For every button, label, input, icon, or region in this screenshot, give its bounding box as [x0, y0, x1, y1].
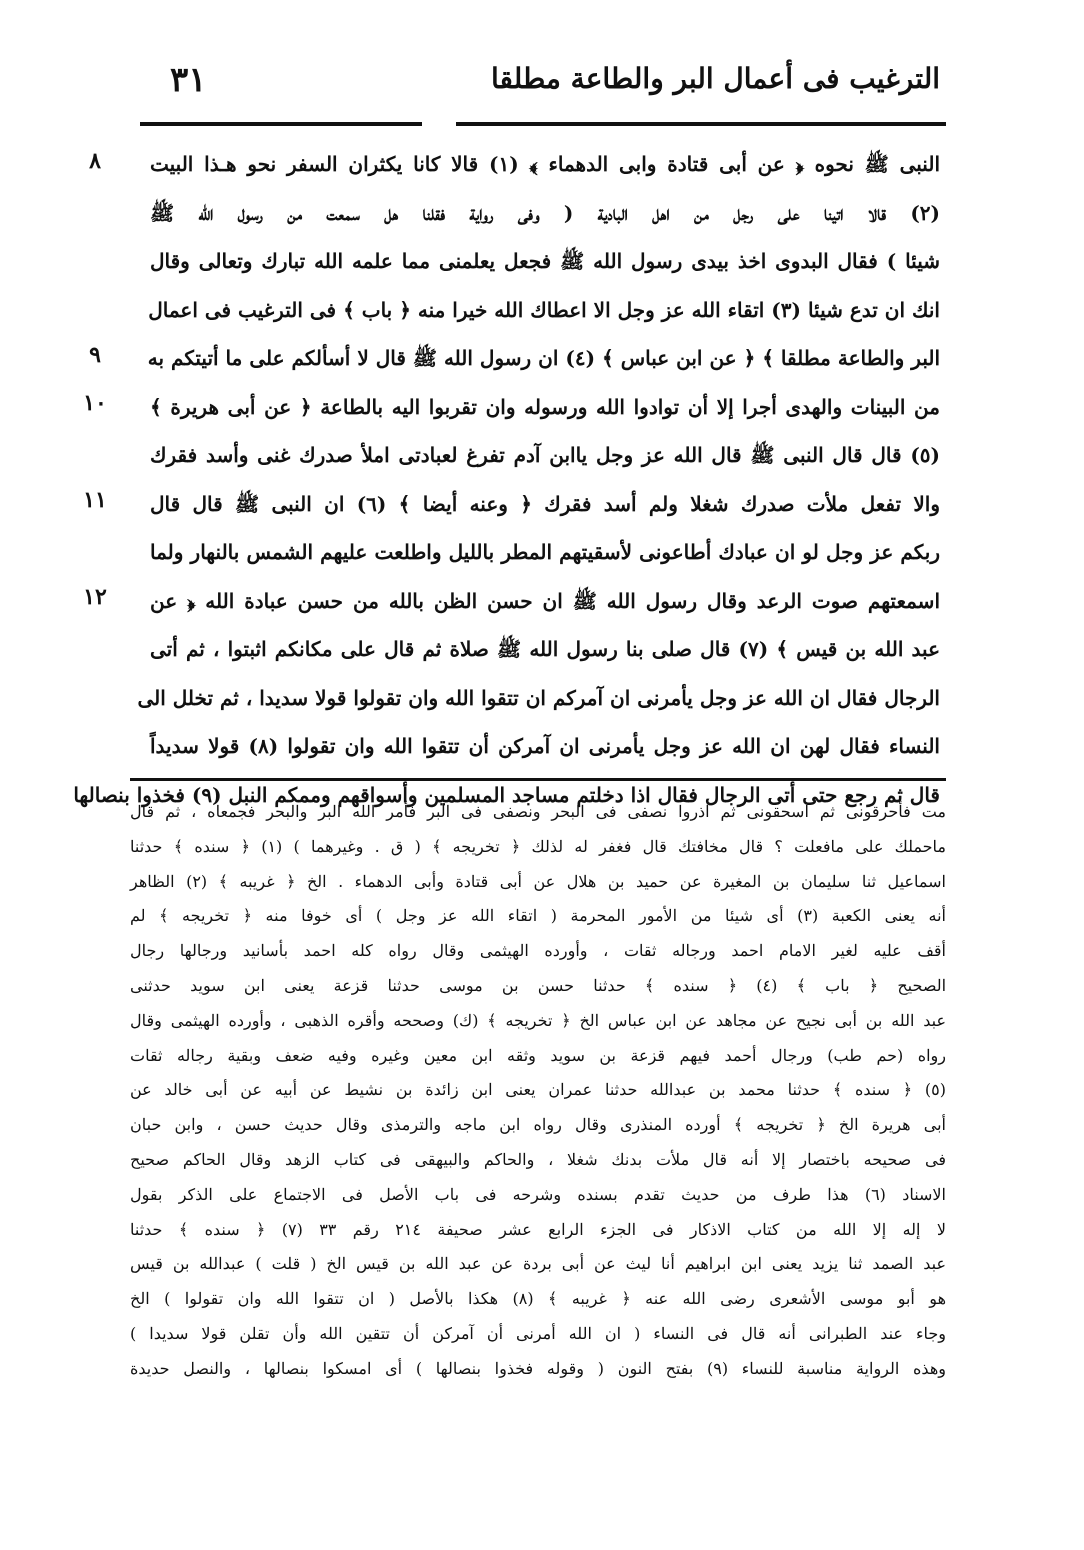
footnote-line: أبى هريرة الخ ﴿ تخريجه ﴾ أورده المنذرى وقال رواه ابن ماجه والترمذى وقال حديث حسن ، وابن حبان: [130, 1115, 946, 1135]
hadith-number: ١٢: [83, 584, 107, 610]
footnote-line: (٥) ﴿ سنده ﴾ حدثنا محمد بن عبدالله حدثنا عمران يعنى ابن زائدة بن نشيط عن أبيه عن أبى خالد عن: [130, 1080, 946, 1100]
footnote-line: عبد الصمد ثنا يزيد يعنى ابن ابراهيم أنا ليث عن أبى بردة عن عبد الله بن قيس الخ ( قلت ) عبدالله بن قيس: [130, 1254, 946, 1274]
main-text-line: شيئا ) فقال البدوى اخذ بيدى رسول الله ﷺ فجعل يعلمنى مما علمه الله تبارك وتعالى وقال: [150, 249, 940, 273]
main-text-line: قال ثم رجع حتى أتى الرجال فقال اذا دخلتم مساجد المسلمين وأسواقهم وممكم النبل (٩) فخذوا بنصالها: [73, 782, 940, 807]
page-number: ٣١: [170, 60, 207, 100]
page-header: [140, 60, 940, 110]
footnote-line: الصحيح ﴿ باب ﴾ (٤) ﴿ سنده ﴾ حدثنا حسن بن موسى حدثنا قزعة يعنى ابن سويد حدثنى: [130, 975, 947, 995]
footnote-divider: [130, 778, 946, 781]
main-text-line: والا تفعل ملأت صدرك شغلا ولم أسد فقرك ﴿ وعنه أيضا ﴾ (٦) ان النبى ﷺ قال قال: [150, 491, 940, 516]
footnote-line: وجاء عند الطبرانى أنه قال فى النساء ( ان الله أمرنى أن آمركن أن تتقين الله وأن تقلن قولا سديدا ): [130, 1323, 946, 1343]
footnote-line: أقف عليه لغير الامام احمد ورجاله ثقات ، وأورده الهيثمى وقال رواه كله احمد بأسانيد ورجالها رجال: [130, 941, 946, 961]
hadith-number: ١١: [83, 487, 107, 513]
main-text-line: (٢) قالا اتينا على رجل من اهل البادية ( وفى رواية فقلنا هل سمعت من رسول الله ﷺ: [150, 200, 940, 225]
footnote-line: ماحملك على مافعلت ؟ قال مخافتك قال فغفر له لذلك ﴿ تخريجه ﴾ ( ق . وغيرهما ) (١) ﴿ سنده ﴾ حدثنا: [130, 836, 947, 856]
main-text-line: من البينات والهدى أجرا إلا أن توادوا الله ورسوله وان تقربوا اليه بالطاعة ﴿ عن أبى هريرة ﴾: [150, 394, 940, 419]
footnote-line: اسماعيل ثنا سليمان بن المغيرة عن حميد بن هلال عن أبى قتادة وأبى الدهماء . الخ ﴿ غريبه ﴾ (٢) الظاهر: [130, 871, 946, 891]
footnote-line: عبد الله بن أبى نجيح عن مجاهد عن ابن عباس الخ ﴿ تخريجه ﴾ (ك) وصححه وأقره الذهبى ، وأورده الهيثمى وقال: [130, 1010, 946, 1030]
footnote-line: الاسناد (٦) هذا طرف من حديث تقدم بسنده وشرحه فى باب الأصل فى الاجتماع على الذكر بقول: [130, 1184, 946, 1204]
footnotes: [130, 795, 946, 1387]
footnote-line: هو أبو موسى الأشعرى رضى الله عنه ﴿ غريبه ﴾ (٨) هكذا بالأصل ( ان تتقوا الله وان تقولوا ) الخ: [130, 1289, 946, 1309]
main-text-line: اسمعتهم صوت الرعد وقال رسول الله ﷺ ان حسن الظن بالله من حسن عبادة الله ﴿ عن: [150, 588, 940, 613]
main-text-line: عبد الله بن قيس ﴾ (٧) قال صلى بنا رسول الله ﷺ صلاة ثم قال على مكانكم اثبتوا ، ثم أتى: [150, 637, 940, 661]
main-text-line: الرجال فقال ان الله عز وجل يأمرنى ان آمركم ان تتقوا الله وان تقولوا قولا سديدا ، ثم تخلل الى: [137, 685, 940, 710]
footnote-line: وهذه الرواية مناسبة للنساء (٩) بفتح النون ( وقوله فخذوا بنصالها ) أى امسكوا بنصالها ، والنصل حديدة: [130, 1358, 946, 1378]
main-text-line: انك ان تدع شيئا (٣) اتقاء الله عز وجل الا اعطاك الله خيرا منه ﴿ باب ﴾ فى الترغيب فى اعمال: [148, 297, 940, 322]
footnote-line: أنه يعنى الكعبة (٣) أى شيئا من الأمور المحرمة ( اتقاء الله عز وجل ) أى خوفا منه ﴿ تخريجه ﴾ لم: [130, 906, 947, 926]
running-title: الترغيب فى أعمال البر والطاعة مطلقا: [491, 62, 940, 95]
main-text-line: النساء فقال لهن ان الله عز وجل يأمرنى ان آمركن أن تتقوا الله وان تقولوا (٨) قولا سديداً: [150, 734, 940, 758]
main-text-line: ربكم عز وجل لو ان عبادك أطاعونى لأسقيتهم المطر بالليل واطلعت عليهم الشمس بالنهار ولما: [150, 540, 940, 564]
main-text-line: (٥) قال قال النبى ﷺ قال الله عز وجل ياابن آدم تفرغ لعبادتى املأ صدرك غنى وأسد فقرك: [150, 443, 940, 467]
header-rule-right: [456, 122, 946, 126]
header-rule-left: [140, 122, 422, 126]
main-text-line: النبى ﷺ نحوه ﴿ عن أبى قتادة وابى الدهماء ﴾ (١) قالا كانا يكثران السفر نحو هـذا البيت: [150, 152, 940, 176]
hadith-number: ١٠: [83, 390, 107, 416]
footnote-line: مت فأحرقونى ثم اسحقونى ثم اذروا نصفى فى البحر ونصفى فى البر فأمر الله البر والبحر فجمعاه ، ثم قال: [130, 802, 946, 821]
hadith-number: ٩: [89, 342, 101, 368]
footnote-line: فى صحيحه باختصار إلا أنه قال ملأت بدنك شغلا ، والحاكم والبيهقى فى كتاب الزهد وقال الحاكم صحيح: [130, 1149, 946, 1169]
footnote-line: لا إله إلا الله من كتاب الاذكار فى الجزء الرابع عشر صحيفة ٢١٤ رقم ٣٣ (٧) ﴿ سنده ﴾ حدثنا: [130, 1219, 946, 1239]
footnote-line: رواه (حم طب) ورجال أحمد فيهم قزعة بن سويد وثقه ابن معين وغيره وفيه ضعف وبقية رجاله ثقات: [130, 1045, 946, 1065]
main-text-line: البر والطاعة مطلقا ﴾ ﴿ عن ابن عباس ﴾ (٤) ان رسول الله ﷺ قال لا أسألكم على ما أتيتكم به: [147, 346, 940, 370]
hadith-number: ٨: [89, 148, 101, 174]
